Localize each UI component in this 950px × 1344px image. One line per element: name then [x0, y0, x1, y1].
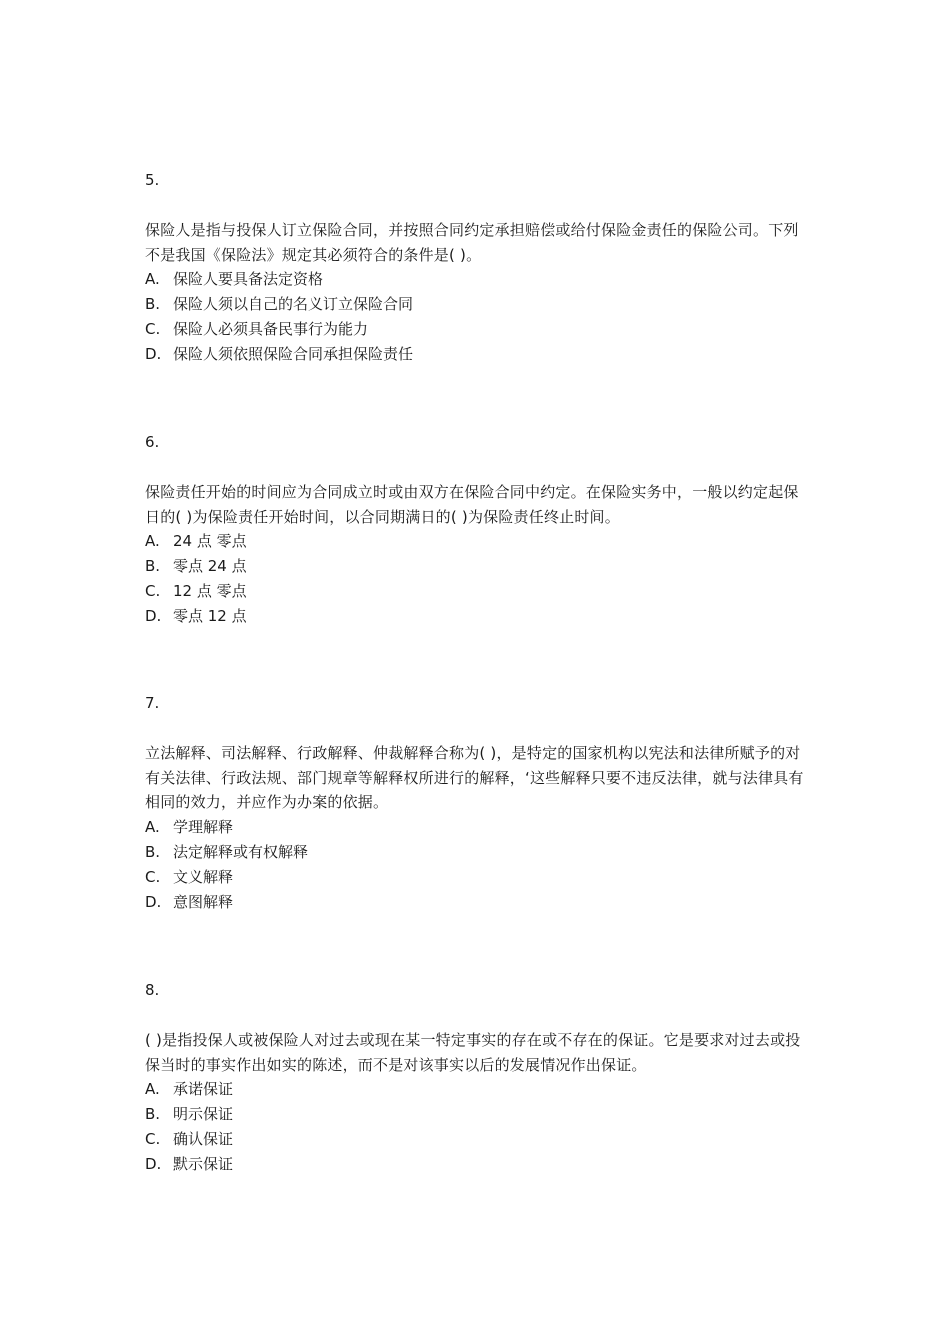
- option-list: [145, 267, 805, 367]
- option-letter: B.: [145, 295, 161, 313]
- option-letter: C.: [145, 1130, 161, 1148]
- option-text: 保险人须以自己的名义订立保险合同: [173, 295, 414, 313]
- option-letter: D.: [145, 607, 162, 625]
- option-text: 保险人必须具备民事行为能力: [173, 320, 369, 338]
- option-letter: C.: [145, 867, 161, 886]
- question-number: 7.: [145, 694, 160, 712]
- option-letter: A.: [145, 532, 160, 550]
- option-c: [145, 865, 805, 890]
- option-c: [145, 1127, 805, 1152]
- option-text: 零点 24 点: [173, 557, 247, 575]
- option-b: [145, 292, 805, 317]
- option-a: [145, 267, 805, 292]
- option-text: 确认保证: [173, 1130, 234, 1148]
- option-list: [145, 529, 805, 629]
- question-number: 6.: [145, 433, 160, 451]
- question-stem: 保险人是指与投保人订立保险合同，并按照合同约定承担赔偿或给付保险金责任的保险公司。下列不是我国《保险法》规定其必须符合的条件是( )。: [145, 221, 799, 264]
- option-letter: D.: [145, 892, 162, 911]
- option-d: [145, 890, 805, 915]
- question-stem: ( )是指投保人或被保险人对过去或现在某一特定事实的存在或不存在的保证。它是要求对过去或投保当时的事实作出如实的陈述，而不是对该事实以后的发展情况作出保证。: [145, 1031, 801, 1074]
- option-text: 默示保证: [173, 1155, 234, 1173]
- option-b: [145, 1102, 805, 1127]
- option-text: 零点 12 点: [173, 607, 247, 625]
- option-letter: A.: [145, 1080, 160, 1098]
- question-5: [145, 170, 805, 367]
- option-text: 意图解释: [173, 892, 234, 911]
- option-d: [145, 1152, 805, 1177]
- option-text: 文义解释: [173, 867, 234, 886]
- option-d: [145, 604, 805, 629]
- option-c: [145, 317, 805, 342]
- option-list: [145, 1077, 805, 1177]
- option-b: [145, 840, 805, 865]
- option-list: [145, 815, 805, 915]
- option-d: [145, 342, 805, 367]
- option-letter: D.: [145, 1155, 162, 1173]
- option-text: 12 点 零点: [173, 582, 247, 600]
- option-letter: A.: [145, 270, 160, 288]
- option-text: 法定解释或有权解释: [173, 842, 309, 861]
- question-7: [145, 693, 805, 915]
- question-8: [145, 980, 805, 1177]
- option-b: [145, 554, 805, 579]
- option-text: 学理解释: [173, 817, 234, 836]
- option-letter: B.: [145, 1105, 161, 1123]
- question-number: 8.: [145, 981, 160, 999]
- question-number: 5.: [145, 171, 160, 189]
- question-stem: 立法解释、司法解释、行政解释、仲裁解释合称为( )，是特定的国家机构以宪法和法律所赋予的对有关法律、行政法规、部门规章等解释权所进行的解释，‘这些解释只要不违反法律，就与法律具有相同的效力，并应作为办案的依据。: [145, 744, 804, 811]
- option-text: 明示保证: [173, 1105, 234, 1123]
- question-6: [145, 432, 805, 629]
- question-stem: 保险责任开始的时间应为合同成立时或由双方在保险合同中约定。在保险实务中，一般以约定起保日的( )为保险责任开始时间，以合同期满日的( )为保险责任终止时间。: [145, 483, 799, 526]
- option-letter: B.: [145, 842, 161, 861]
- option-letter: C.: [145, 320, 161, 338]
- option-text: 保险人要具备法定资格: [173, 270, 324, 288]
- option-letter: B.: [145, 557, 161, 575]
- option-a: [145, 815, 805, 840]
- option-letter: A.: [145, 817, 160, 836]
- option-letter: D.: [145, 345, 162, 363]
- option-letter: C.: [145, 582, 161, 600]
- option-text: 承诺保证: [173, 1080, 234, 1098]
- option-a: [145, 1077, 805, 1102]
- option-c: [145, 579, 805, 604]
- option-text: 保险人须依照保险合同承担保险责任: [173, 345, 414, 363]
- option-text: 24 点 零点: [173, 532, 247, 550]
- option-a: [145, 529, 805, 554]
